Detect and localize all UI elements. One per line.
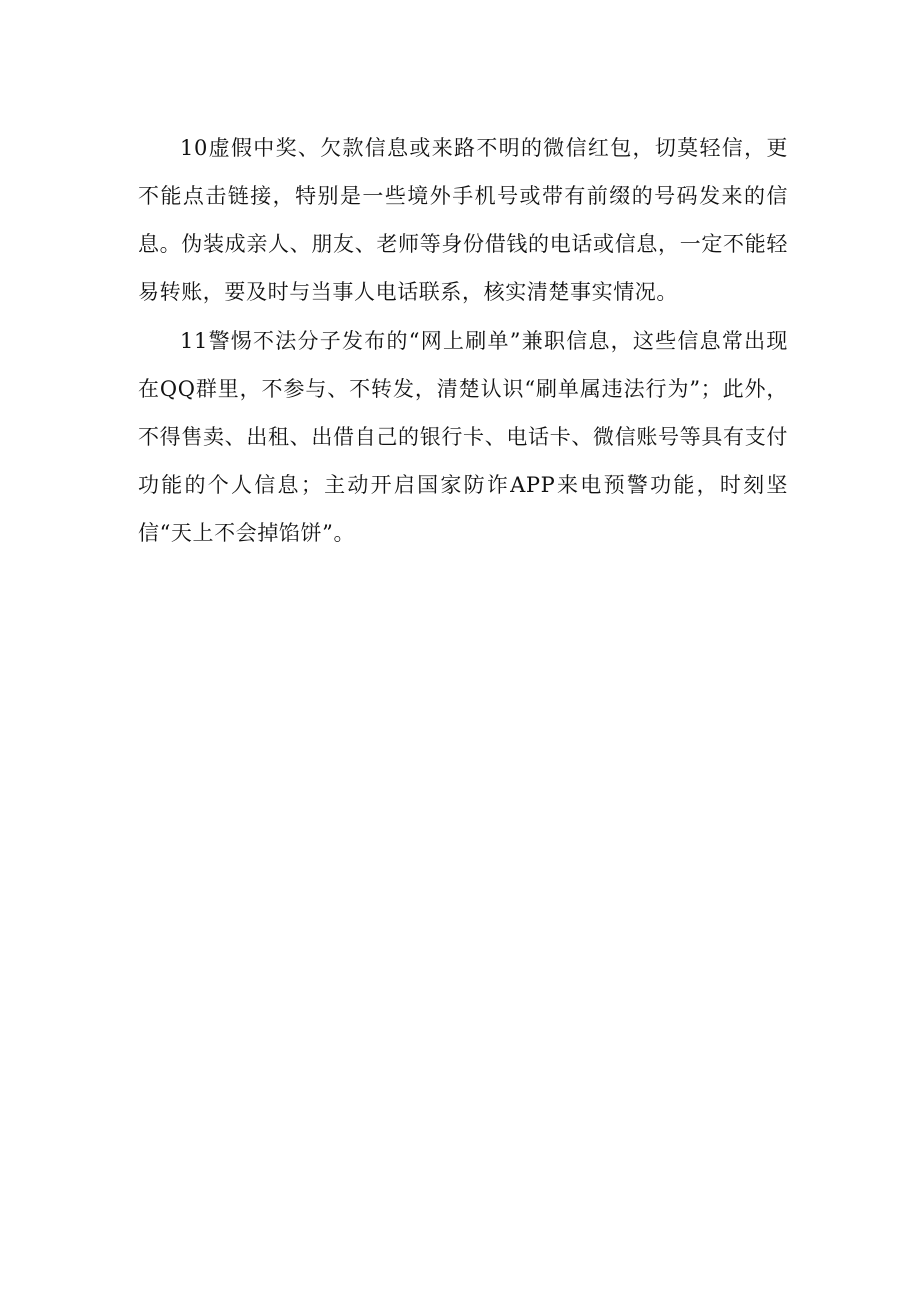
paragraph-11: 11警惕不法分子发布的“网上刷单”兼职信息，这些信息常出现在QQ群里，不参与、不转发，清楚认识“刷单属违法行为”；此外，不得售卖、出租、出借自己的银行卡、电话卡、微信账号等具有支付功能的个人信息；主动开启国家防诈APP来电预警功能，时刻坚信“天上不会掉馅饼”。	[138, 329, 788, 545]
document-body	[138, 124, 788, 557]
paragraph-10: 10虚假中奖、欠款信息或来路不明的微信红包，切莫轻信，更不能点击链接，特别是一些境外手机号或带有前缀的号码发来的信息。伪装成亲人、朋友、老师等身份借钱的电话或信息，一定不能轻易转账，要及时与当事人电话联系，核实清楚事实情况。	[138, 136, 788, 304]
